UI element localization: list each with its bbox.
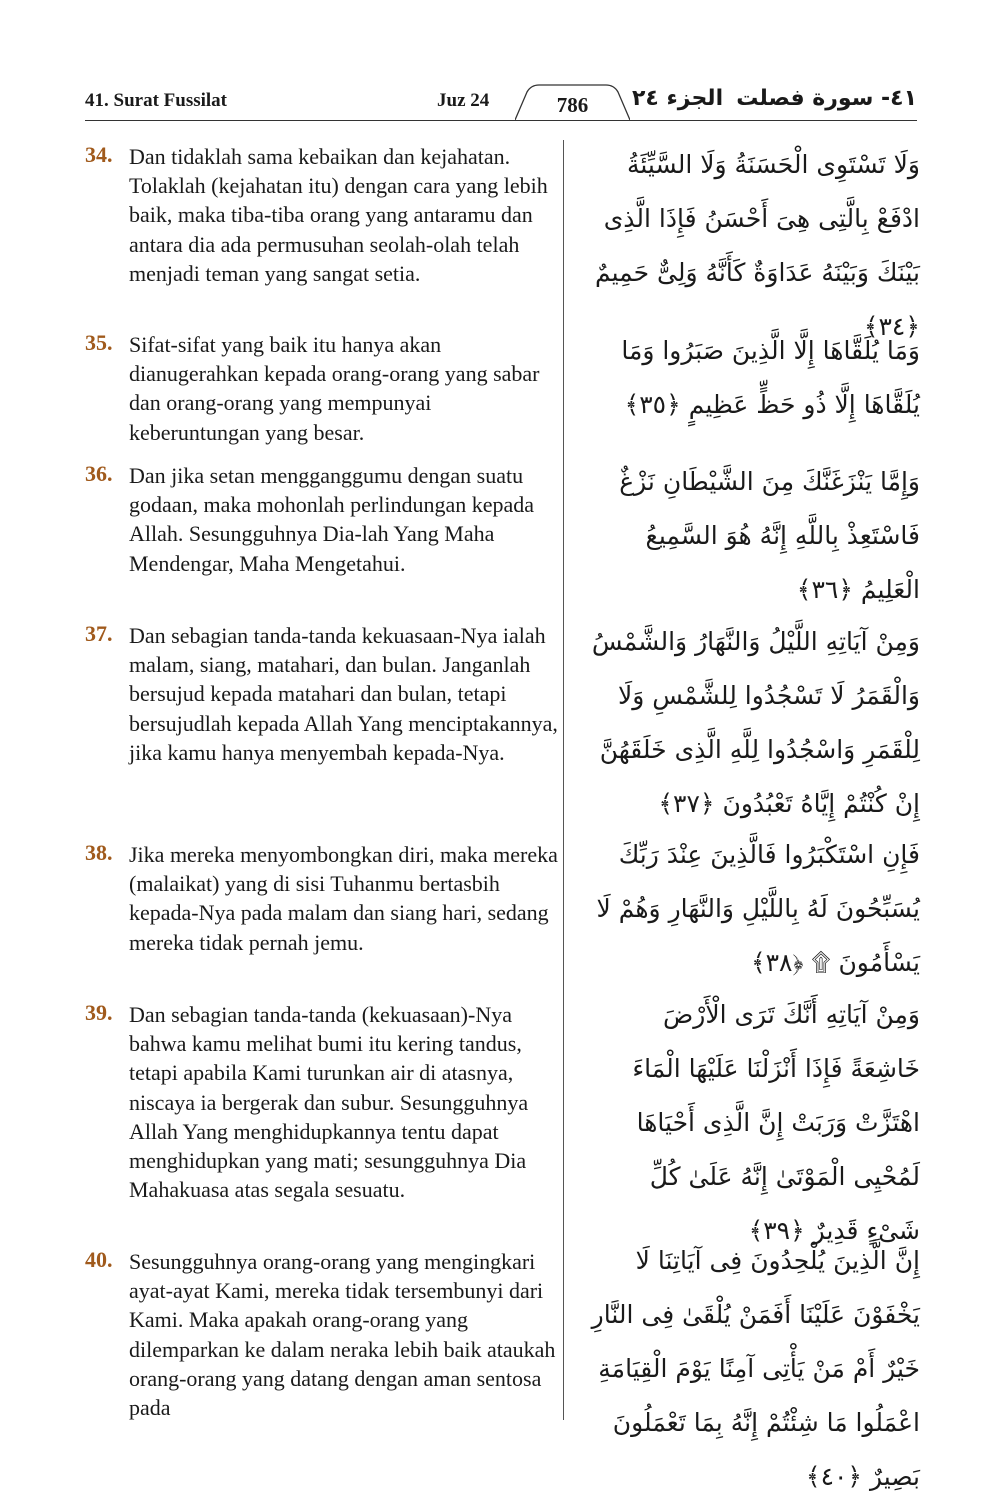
- verse-number: 34.: [85, 142, 113, 167]
- arabic-surah-title: ٤١- سورة فصلت: [736, 86, 917, 111]
- verse-38-arabic: فَإِنِ اسْتَكْبَرُوا فَالَّذِينَ عِنْدَ رَبِّكَ يُسَبِّحُونَ لَهُ بِاللَّيْلِ وَالنَّهَارِ وَهُمْ لَا يَسْأَمُونَ ۩ ﴿٣٨﴾: [596, 840, 920, 977]
- column-divider: [563, 140, 564, 1420]
- verse-34-arabic: وَلَا تَسْتَوِى الْحَسَنَةُ وَلَا السَّيِّئَةُ ادْفَعْ بِالَّتِى هِىَ أَحْسَنُ فَإِذَا الَّذِى بَيْنَكَ وَبَيْنَهُ عَدَاوَةٌ كَأَنَّهُ وَلِىٌّ حَمِيمٌ ﴿٣٤﴾: [594, 150, 920, 341]
- surah-title: 41. Surat Fussilat: [85, 90, 227, 111]
- verse-37-arabic: وَمِنْ آيَاتِهِ اللَّيْلُ وَالنَّهَارُ وَالشَّمْسُ وَالْقَمَرُ لَا تَسْجُدُوا لِلشَّمْسِ وَلَا لِلْقَمَرِ وَاسْجُدُوا لِلَّهِ الَّذِى خَلَقَهُنَّ إِنْ كُنْتُمْ إِيَّاهُ تَعْبُدُونَ ﴿٣٧﴾: [591, 627, 920, 818]
- verse-number: 35.: [85, 330, 113, 355]
- verse-number: 36.: [85, 461, 113, 486]
- verse-number: 40.: [85, 1247, 113, 1272]
- verse-40-arabic: إِنَّ الَّذِينَ يُلْحِدُونَ فِى آيَاتِنَا لَا يَخْفَوْنَ عَلَيْنَا أَفَمَنْ يُلْقَىٰ فِى النَّارِ خَيْرٌ أَمْ مَنْ يَأْتِى آمِنًا يَوْمَ الْقِيَامَةِ اعْمَلُوا مَا شِئْتُمْ إِنَّهُ بِمَا تَعْمَلُونَ بَصِيرٌ ﴿٤٠﴾: [591, 1246, 920, 1491]
- page-number-tab: [515, 84, 630, 119]
- verse-35-arabic: وَمَا يُلَقَّاهَا إِلَّا الَّذِينَ صَبَرُوا وَمَا يُلَقَّاهَا إِلَّا ذُو حَظٍّ عَظِيمٍ ﴿٣٥﴾: [621, 336, 920, 419]
- verse-translation: Sifat-sifat yang baik itu hanya akan dianugerahkan kepada orang-orang yang sabar dan orang-orang yang mempunyai keberuntungan yang besar.: [129, 332, 540, 445]
- verse-translation: Dan jika setan mengganggumu dengan suatu godaan, maka mohonlah perlindungan kepada Allah. Sesungguhnya Dia-lah Yang Maha Mendengar, Maha Mengetahui.: [129, 463, 535, 576]
- verse-number: 38.: [85, 840, 113, 865]
- verse-translation: Jika mereka menyombongkan diri, maka mereka (malaikat) yang di sisi Tuhanmu bertasbih kepada-Nya pada malam dan siang hari, sedang mereka tidak pernah jemu.: [129, 842, 558, 955]
- verse-translation: Dan sebagian tanda-tanda kekuasaan-Nya ialah malam, siang, matahari, dan bulan. Janganlah bersujud kepada matahari dan bulan, tetapi bersujudlah kepada Allah Yang menciptakannya, jika kamu hanya menyembah kepada-Nya.: [129, 623, 558, 765]
- header-rule: [85, 120, 917, 121]
- page-header: [85, 84, 917, 124]
- verse-number: 39.: [85, 1000, 113, 1025]
- arabic-juz-label: الجزء ٢٤: [632, 86, 724, 111]
- juz-label: Juz 24: [437, 90, 490, 111]
- verse-translation: Dan sebagian tanda-tanda (kekuasaan)-Nya bahwa kamu melihat bumi itu kering tandus, tetapi apabila Kami turunkan air di atasnya, niscaya ia bergerak dan subur. Sesungguhnya Allah Yang menghidupkannya tentu dapat menghidupkan yang mati; sesungguhnya Dia Mahakuasa atas segala sesuatu.: [129, 1002, 529, 1203]
- verse-translation: Sesungguhnya orang-orang yang mengingkari ayat-ayat Kami, mereka tidak tersembunyi dari Kami. Maka apakah orang-orang yang dilemparkan ke dalam neraka lebih baik ataukah orang-orang yang datang dengan aman sentosa pada: [129, 1249, 556, 1421]
- verse-36-arabic: وَإِمَّا يَنْزَغَنَّكَ مِنَ الشَّيْطَانِ نَزْغٌ فَاسْتَعِذْ بِاللَّهِ إِنَّهُ هُوَ السَّمِيعُ الْعَلِيمُ ﴿٣٦﴾: [619, 467, 920, 604]
- verse-39-arabic: وَمِنْ آيَاتِهِ أَنَّكَ تَرَى الْأَرْضَ خَاشِعَةً فَإِذَا أَنْزَلْنَا عَلَيْهَا الْمَاءَ اهْتَزَّتْ وَرَبَتْ إِنَّ الَّذِى أَحْيَاهَا لَمُحْيِى الْمَوْتَىٰ إِنَّهُ عَلَىٰ كُلِّ شَىْءٍ قَدِيرٌ ﴿٣٩﴾: [632, 1000, 920, 1245]
- page-number: 786: [556, 93, 589, 117]
- verse-number: 37.: [85, 621, 113, 646]
- verse-translation: Dan tidaklah sama kebaikan dan kejahatan. Tolaklah (kejahatan itu) dengan cara yang lebih baik, maka tiba-tiba orang yang antaramu dan antara dia ada permusuhan seolah-olah telah menjadi teman yang sangat setia.: [129, 144, 548, 286]
